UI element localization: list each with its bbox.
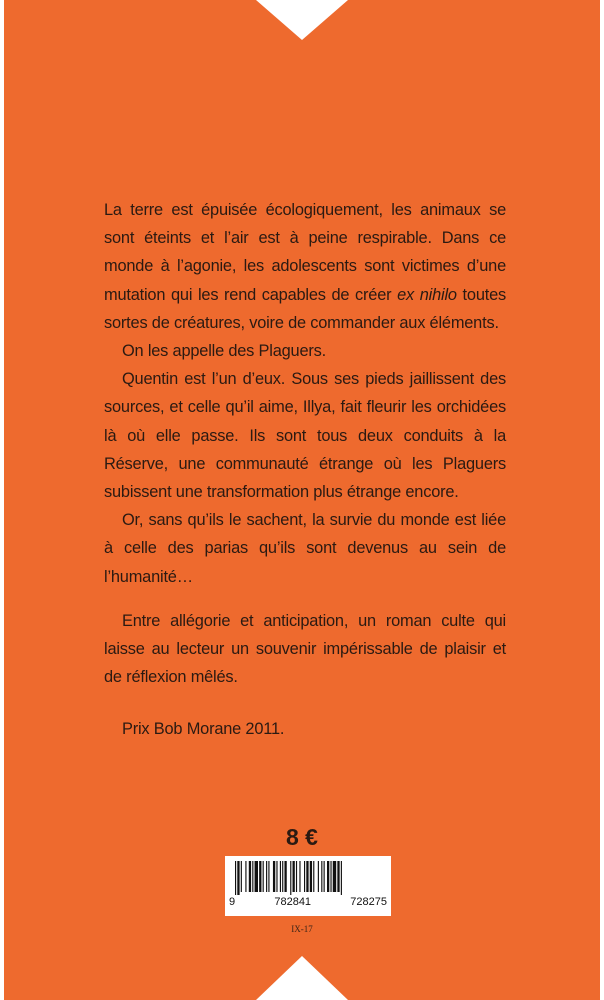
barcode-bar [290,861,291,895]
barcode-bar [237,861,239,895]
collection-code: IX-17 [291,924,313,934]
blurb-paragraph-5: Entre allégorie et anticipation, un roman culte qui laisse au lecteur un souvenir impérissable de plaisir et de réflexion mêlés. [104,611,506,687]
barcode-bars [235,861,381,895]
barcode-bar [337,861,339,892]
barcode-bar [241,861,242,892]
barcode-bar [266,861,267,892]
barcode-bar [318,861,319,892]
barcode-bar [304,861,305,892]
blurb-text [104,196,506,744]
barcode-number [229,896,387,908]
barcode-bar [245,861,246,892]
barcode-bar [327,861,329,892]
barcode-bar [249,861,251,892]
barcode-bar [235,861,236,895]
barcode-bar [333,861,336,892]
blurb-paragraph-3: Quentin est l’un d’eux. Sous ses pieds jaillissent des sources, et celle qu’il aime, Illya, fait fleurir les orchidées là où elle passe. Ils sont tous deux conduits à la Réserve, une communauté étrange où les Plaguers subissent une transformation plus étrange encore. [104,370,506,502]
barcode-bar [284,861,286,892]
barcode-bar [273,861,275,892]
barcode-bar [299,861,300,892]
barcode-bar [296,861,297,892]
barcode-bar [330,861,331,892]
isbn-barcode [225,856,391,916]
barcode-bar [282,861,283,892]
price-label: 8 € [286,824,318,850]
blurb-paragraph-1: La terre est épuisée écologiquement, les animaux se sont éteints et l’air est à peine respirable. Dans ce monde à l’agonie, les adolescents sont victimes d’une mutation qui les rend capables de créer ex nihilo toutes sortes de créatures, voire de commander aux éléments. [104,201,506,332]
barcode-bar [321,861,322,892]
barcode-bar [268,861,269,892]
barcode-bar [255,861,258,892]
blurb-paragraph-4: Or, sans qu’ils le sachent, la survie du monde est liée à celle des parias qu’ils sont devenus au sein de l’humanité… [104,511,506,586]
barcode-bar [263,861,264,892]
barcode-group-1: 782841 [274,896,312,908]
blurb-paragraph-2: On les appelle des Plaguers. [122,342,326,361]
barcode-bar [324,861,325,892]
barcode-digit-first: 9 [229,896,236,908]
barcode-bar [310,861,312,892]
award-line: Prix Bob Morane 2011. [122,720,285,739]
barcode-bar [293,861,295,892]
barcode-bar [313,861,314,892]
barcode-bar [306,861,308,892]
barcode-bar [259,861,261,892]
barcode-group-2: 728275 [350,896,387,908]
top-notch [256,0,348,40]
bottom-notch [256,956,348,1000]
barcode-bar [252,861,253,892]
barcode-bar [280,861,281,892]
barcode-bar [276,861,277,892]
barcode-bar [341,861,342,895]
